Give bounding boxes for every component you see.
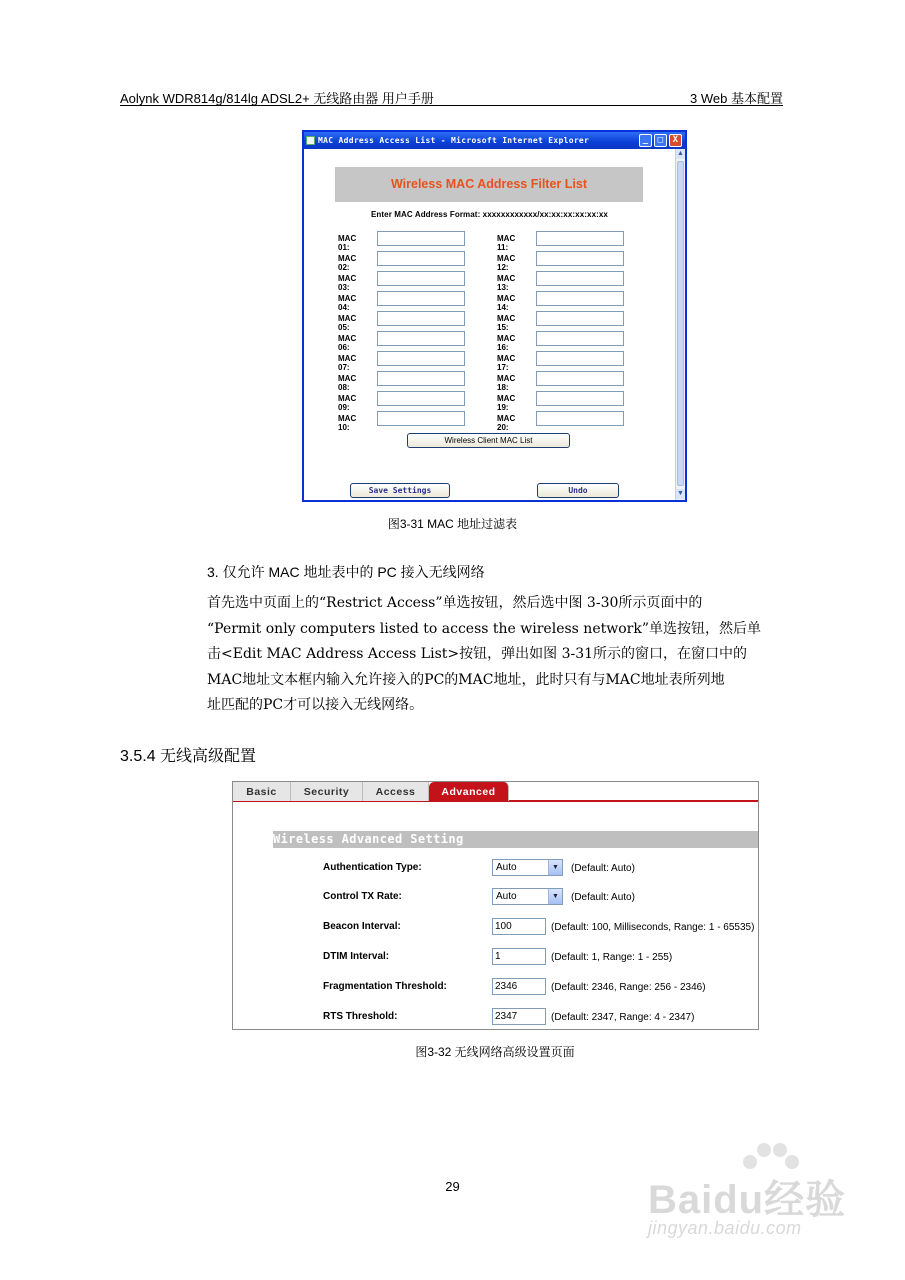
chevron-down-icon[interactable]: ▼ xyxy=(548,860,562,875)
advanced-setting-title: Wireless Advanced Setting xyxy=(273,831,758,848)
setting-row xyxy=(233,888,758,908)
mac-label: MAC 01: xyxy=(338,234,357,252)
wireless-advanced-panel xyxy=(232,781,759,1030)
mac-label: MAC 07: xyxy=(338,354,357,372)
mac-access-list-window xyxy=(302,130,687,502)
figure-caption-3-31: 图3-31 MAC 地址过滤表 xyxy=(387,517,518,531)
setting-default: (Default: 2347, Range: 4 - 2347) xyxy=(551,1012,695,1023)
mac-label: MAC 03: xyxy=(338,274,357,292)
header-manual-title: Aolynk WDR814g/814lg ADSL2+ 无线路由器 用户手册 xyxy=(120,91,434,106)
settings-tabs xyxy=(233,782,758,802)
watermark-brand: Baidu经验 xyxy=(648,1178,847,1222)
mac-input[interactable] xyxy=(536,411,624,426)
mac-label: MAC 19: xyxy=(497,394,516,412)
baidu-watermark xyxy=(640,1140,865,1250)
mac-input[interactable] xyxy=(377,291,465,306)
window-client-area xyxy=(304,149,685,500)
mac-label: MAC 10: xyxy=(338,414,357,432)
setting-label: RTS Threshold: xyxy=(323,1011,398,1022)
maximize-icon[interactable]: □ xyxy=(654,134,667,147)
mac-label: MAC 20: xyxy=(497,414,516,432)
setting-default: (Default: 1, Range: 1 - 255) xyxy=(551,952,673,963)
mac-input[interactable] xyxy=(377,251,465,266)
beacon-interval-input[interactable]: 100 xyxy=(492,918,546,935)
paragraph-line: MAC地址文本框内输入允许接入的PC的MAC地址，此时只有与MAC地址表所列地 xyxy=(207,671,725,688)
setting-label: DTIM Interval: xyxy=(323,951,390,962)
setting-label: Beacon Interval: xyxy=(323,921,401,932)
paragraph-line: “Permit only computers listed to access the wireless network”单选按钮，然后单 xyxy=(207,620,761,637)
setting-row xyxy=(233,918,758,938)
mac-input[interactable] xyxy=(377,351,465,366)
page-number: 29 xyxy=(445,1179,460,1194)
setting-label: Authentication Type: xyxy=(323,862,422,873)
setting-label: Control TX Rate: xyxy=(323,891,402,902)
mac-input[interactable] xyxy=(536,231,624,246)
mac-input[interactable] xyxy=(536,271,624,286)
mac-input[interactable] xyxy=(536,391,624,406)
mac-input[interactable] xyxy=(377,311,465,326)
mac-input[interactable] xyxy=(536,291,624,306)
setting-default: (Default: 100, Milliseconds, Range: 1 - 65535) xyxy=(551,922,755,933)
mac-input[interactable] xyxy=(377,371,465,386)
window-title-bar xyxy=(304,132,685,149)
minimize-icon[interactable]: _ xyxy=(639,134,652,147)
mac-label: MAC 02: xyxy=(338,254,357,272)
section-heading-3-5-4: 3.5.4 无线高级配置 xyxy=(120,748,257,765)
mac-input[interactable] xyxy=(536,351,624,366)
paragraph-line: 首先选中页面上的“Restrict Access”单选按钮，然后选中图 3-30所示页面中的 xyxy=(207,595,703,611)
mac-label: MAC 17: xyxy=(497,354,516,372)
section-3-title: 3. 仅允许 MAC 地址表中的 PC 接入无线网络 xyxy=(207,564,485,580)
mac-input[interactable] xyxy=(377,231,465,246)
tab-advanced[interactable]: Advanced xyxy=(429,782,509,801)
filter-list-heading: Wireless MAC Address Filter List xyxy=(335,167,643,202)
mac-label: MAC 04: xyxy=(338,294,357,312)
ie-page-icon xyxy=(306,136,315,145)
scroll-down-icon[interactable]: ▼ xyxy=(677,490,684,497)
mac-input[interactable] xyxy=(377,391,465,406)
mac-label: MAC 08: xyxy=(338,374,357,392)
select-value: Auto xyxy=(496,862,517,873)
setting-row xyxy=(233,978,758,998)
fragmentation-threshold-input[interactable]: 2346 xyxy=(492,978,546,995)
setting-row xyxy=(233,859,758,879)
undo-button[interactable]: Undo xyxy=(537,483,619,498)
mac-label: MAC 06: xyxy=(338,334,357,352)
mac-input[interactable] xyxy=(536,251,624,266)
mac-label: MAC 16: xyxy=(497,334,516,352)
scroll-thumb[interactable] xyxy=(677,161,684,486)
body-paragraph xyxy=(207,591,783,719)
select-value: Auto xyxy=(496,891,517,902)
mac-input[interactable] xyxy=(536,331,624,346)
window-title: MAC Address Access List - Microsoft Internet Explorer xyxy=(318,136,590,145)
close-icon[interactable]: X xyxy=(669,134,682,147)
setting-default: (Default: Auto) xyxy=(571,892,635,903)
save-settings-button[interactable]: Save Settings xyxy=(350,483,450,498)
mac-label: MAC 12: xyxy=(497,254,516,272)
rts-threshold-input[interactable]: 2347 xyxy=(492,1008,546,1025)
mac-label: MAC 11: xyxy=(497,234,516,252)
paragraph-line: 址匹配的PC才可以接入无线网络。 xyxy=(207,697,424,713)
dtim-interval-input[interactable]: 1 xyxy=(492,948,546,965)
mac-input[interactable] xyxy=(377,331,465,346)
tab-access[interactable]: Access xyxy=(363,782,429,801)
vertical-scrollbar[interactable] xyxy=(675,149,685,500)
header-chapter: 3 Web 基本配置 xyxy=(690,91,783,106)
chevron-down-icon[interactable]: ▼ xyxy=(548,889,562,904)
wireless-client-mac-list-button[interactable]: Wireless Client MAC List xyxy=(407,433,570,448)
scroll-up-icon[interactable]: ▲ xyxy=(677,150,684,157)
tab-basic[interactable]: Basic xyxy=(233,782,291,801)
figure-caption-3-32: 图3-32 无线网络高级设置页面 xyxy=(415,1045,575,1059)
mac-input[interactable] xyxy=(536,311,624,326)
setting-row xyxy=(233,948,758,968)
mac-input[interactable] xyxy=(377,411,465,426)
mac-label: MAC 18: xyxy=(497,374,516,392)
mac-input[interactable] xyxy=(377,271,465,286)
setting-default: (Default: 2346, Range: 256 - 2346) xyxy=(551,982,706,993)
watermark-url: jingyan.baidu.com xyxy=(648,1218,802,1238)
mac-label: MAC 14: xyxy=(497,294,516,312)
mac-label: MAC 05: xyxy=(338,314,357,332)
authentication-type-select[interactable] xyxy=(492,859,563,876)
control-tx-rate-select[interactable] xyxy=(492,888,563,905)
setting-label: Fragmentation Threshold: xyxy=(323,981,447,992)
mac-input[interactable] xyxy=(536,371,624,386)
running-header xyxy=(120,88,783,106)
mac-format-hint: Enter MAC Address Format: xxxxxxxxxxxx/xx:xx:xx:xx:xx:xx xyxy=(371,210,608,219)
setting-default: (Default: Auto) xyxy=(571,863,635,874)
mac-label: MAC 09: xyxy=(338,394,357,412)
mac-label: MAC 15: xyxy=(497,314,516,332)
paragraph-line: 击<Edit MAC Address Access List>按钮，弹出如图 3-31所示的窗口，在窗口中的 xyxy=(207,646,748,662)
mac-label: MAC 13: xyxy=(497,274,516,292)
setting-row xyxy=(233,1008,758,1028)
tab-security[interactable]: Security xyxy=(291,782,363,801)
